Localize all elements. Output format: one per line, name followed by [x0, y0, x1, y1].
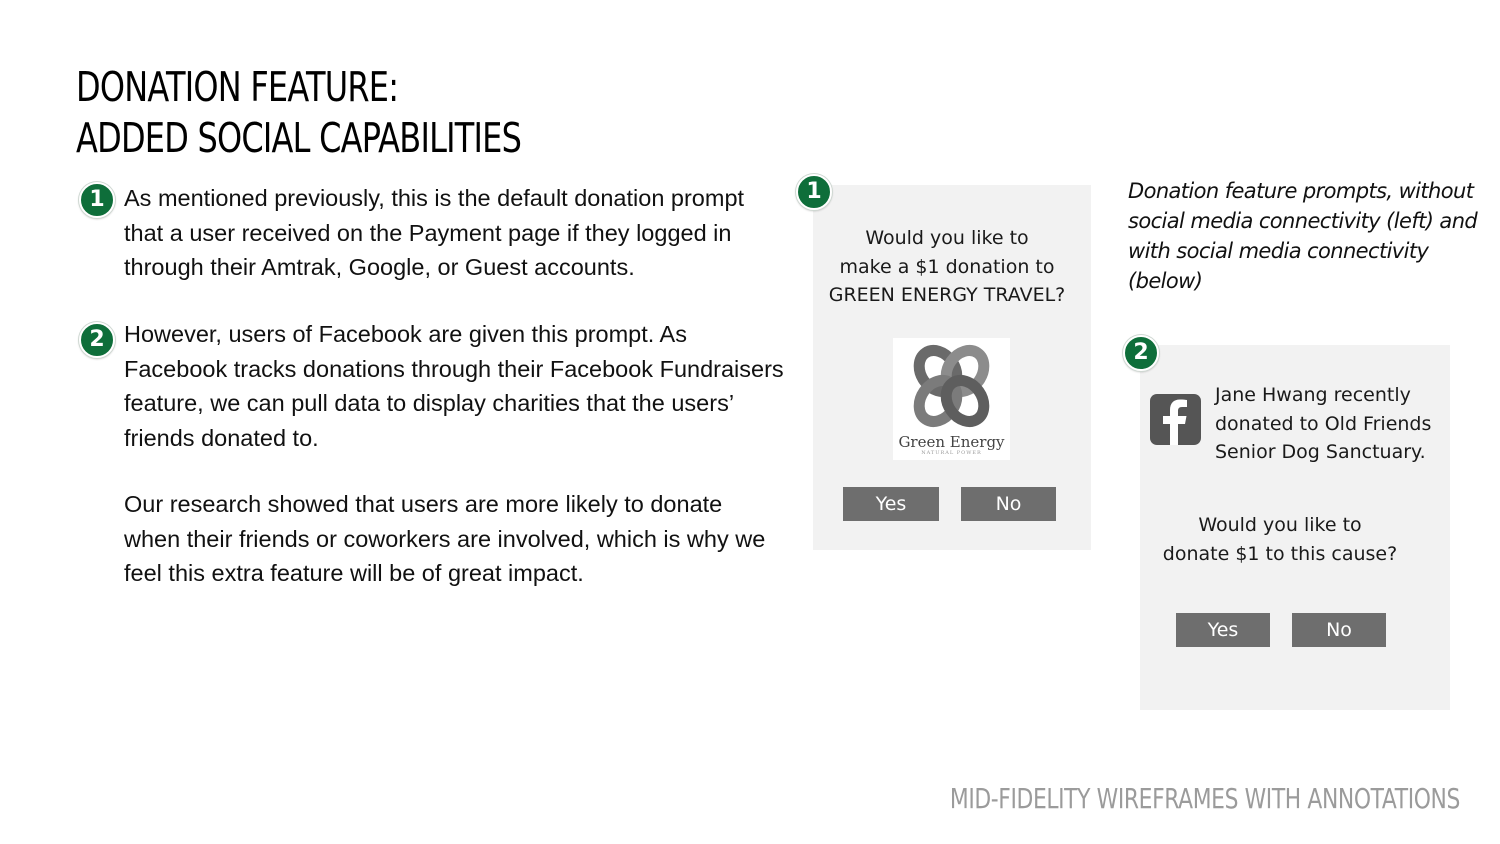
friend-line-2: donated to Old Friends [1215, 412, 1432, 435]
wireframe-side-note: Donation feature prompts, without social media connectivity (left) and with social media connectivity (below) [1128, 179, 1478, 293]
friend-line-1: Jane Hwang recently [1215, 384, 1411, 406]
donation-prompt-card-social [1140, 345, 1450, 710]
green-energy-logo-icon [893, 338, 1010, 438]
donation-prompt-card-default [813, 185, 1091, 550]
social-donation-question [1140, 511, 1420, 568]
annotation-badge-1: 1 [79, 182, 115, 218]
social-prompt-line-1: Would you like to [1198, 514, 1362, 536]
slide-title [76, 62, 521, 164]
annotation-text-1: As mentioned previously, this is the default donation prompt that a user received on the Payment page if they logged in through their Amtrak, Google, or Guest accounts. [124, 185, 745, 280]
wireframe-badge-2: 2 [1123, 335, 1159, 371]
social-prompt-line-2: donate $1 to this cause? [1162, 542, 1398, 565]
social-no-button[interactable]: No [1292, 613, 1386, 647]
facebook-icon [1150, 394, 1201, 445]
annotation-text-2: However, users of Facebook are given this prompt. As Facebook tracks donations through their Facebook Fundraisers feature, we can pull data to display charities that the users’ friends donated to. [124, 321, 784, 451]
facebook-f-glyph [1150, 394, 1201, 445]
prompt-line-1: Would you like to [865, 227, 1029, 249]
prompt-line-2: make a $1 donation to [839, 255, 1055, 278]
annotation-badge-2: 2 [79, 322, 115, 358]
friend-line-3: Senior Dog Sanctuary. [1215, 441, 1426, 463]
friend-donation-message [1215, 381, 1445, 467]
slide-title-line-2: ADDED SOCIAL CAPABILITIES [76, 114, 522, 162]
yes-button[interactable]: Yes [843, 487, 939, 521]
no-button[interactable]: No [961, 487, 1056, 521]
green-energy-logo [893, 338, 1010, 460]
logo-name: Green Energy [898, 433, 1005, 451]
slide-title-line-1: DONATION FEATURE: [76, 63, 399, 111]
logo-tagline: NATURAL POWER [921, 450, 982, 456]
slide-footer: MID-FIDELITY WIREFRAMES WITH ANNOTATIONS [949, 782, 1460, 815]
annotation-text-3: Our research showed that users are more likely to donate when their friends or coworkers are involved, which is why we feel this extra feature will be of great impact. [124, 491, 766, 586]
wireframe-badge-1: 1 [796, 174, 832, 210]
prompt-line-3: GREEN ENERGY TRAVEL? [828, 284, 1066, 306]
social-yes-button[interactable]: Yes [1176, 613, 1270, 647]
donation-prompt-question [813, 224, 1081, 310]
